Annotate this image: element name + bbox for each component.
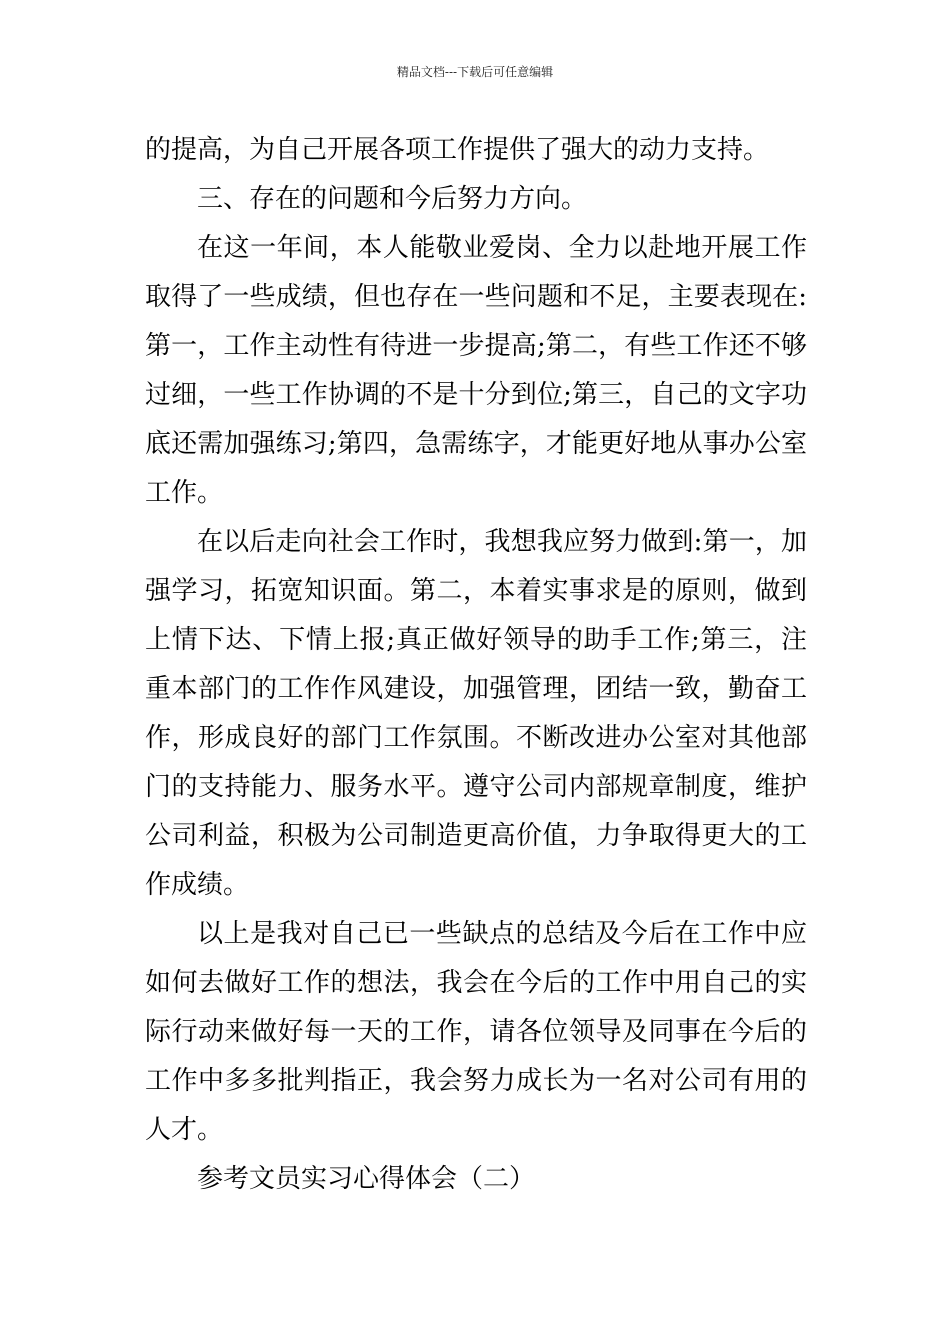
paragraph-summary: 以上是我对自己已一些缺点的总结及今后在工作中应如何去做好工作的想法，我会在今后的工作中用自己的实际行动来做好每一天的工作，请各位领导及同事在今后的工作中多多批判指正，我会努力成长为一名对公司有用的人才。 xyxy=(145,919,807,1145)
section-heading: 三、存在的问题和今后努力方向。 xyxy=(197,184,588,214)
paragraph-problems: 在这一年间，本人能敬业爱岗、全力以赴地开展工作取得了一些成绩，但也存在一些问题和不足，主要表现在:第一，工作主动性有待进一步提高;第二，有些工作还不够过细，一些工作协调的不是十分到位;第三，自己的文字功底还需加强练习;第四，急需练字，才能更好地从事办公室工作。 xyxy=(145,233,807,508)
page-header: 精品文档---下载后可任意编辑 xyxy=(396,65,554,79)
paragraph-future-work: 在以后走向社会工作时，我想我应努力做到:第一，加强学习，拓宽知识面。第二，本着实事求是的原则，做到上情下达、下情上报;真正做好领导的助手工作;第三，注重本部门的工作作风建设，加强管理，团结一致，勤奋工作，形成良好的部门工作氛围。不断改进办公室对其他部门的支持能力、服务水平。遵守公司内部规章制度，维护公司利益，积极为公司制造更高价值，力争取得更大的工作成绩。 xyxy=(145,527,807,900)
paragraph-continuation: 的提高，为自己开展各项工作提供了强大的动力支持。 xyxy=(145,135,770,165)
next-section-title: 参考文员实习心得体会（二） xyxy=(197,1164,536,1194)
document-body xyxy=(145,126,807,1204)
